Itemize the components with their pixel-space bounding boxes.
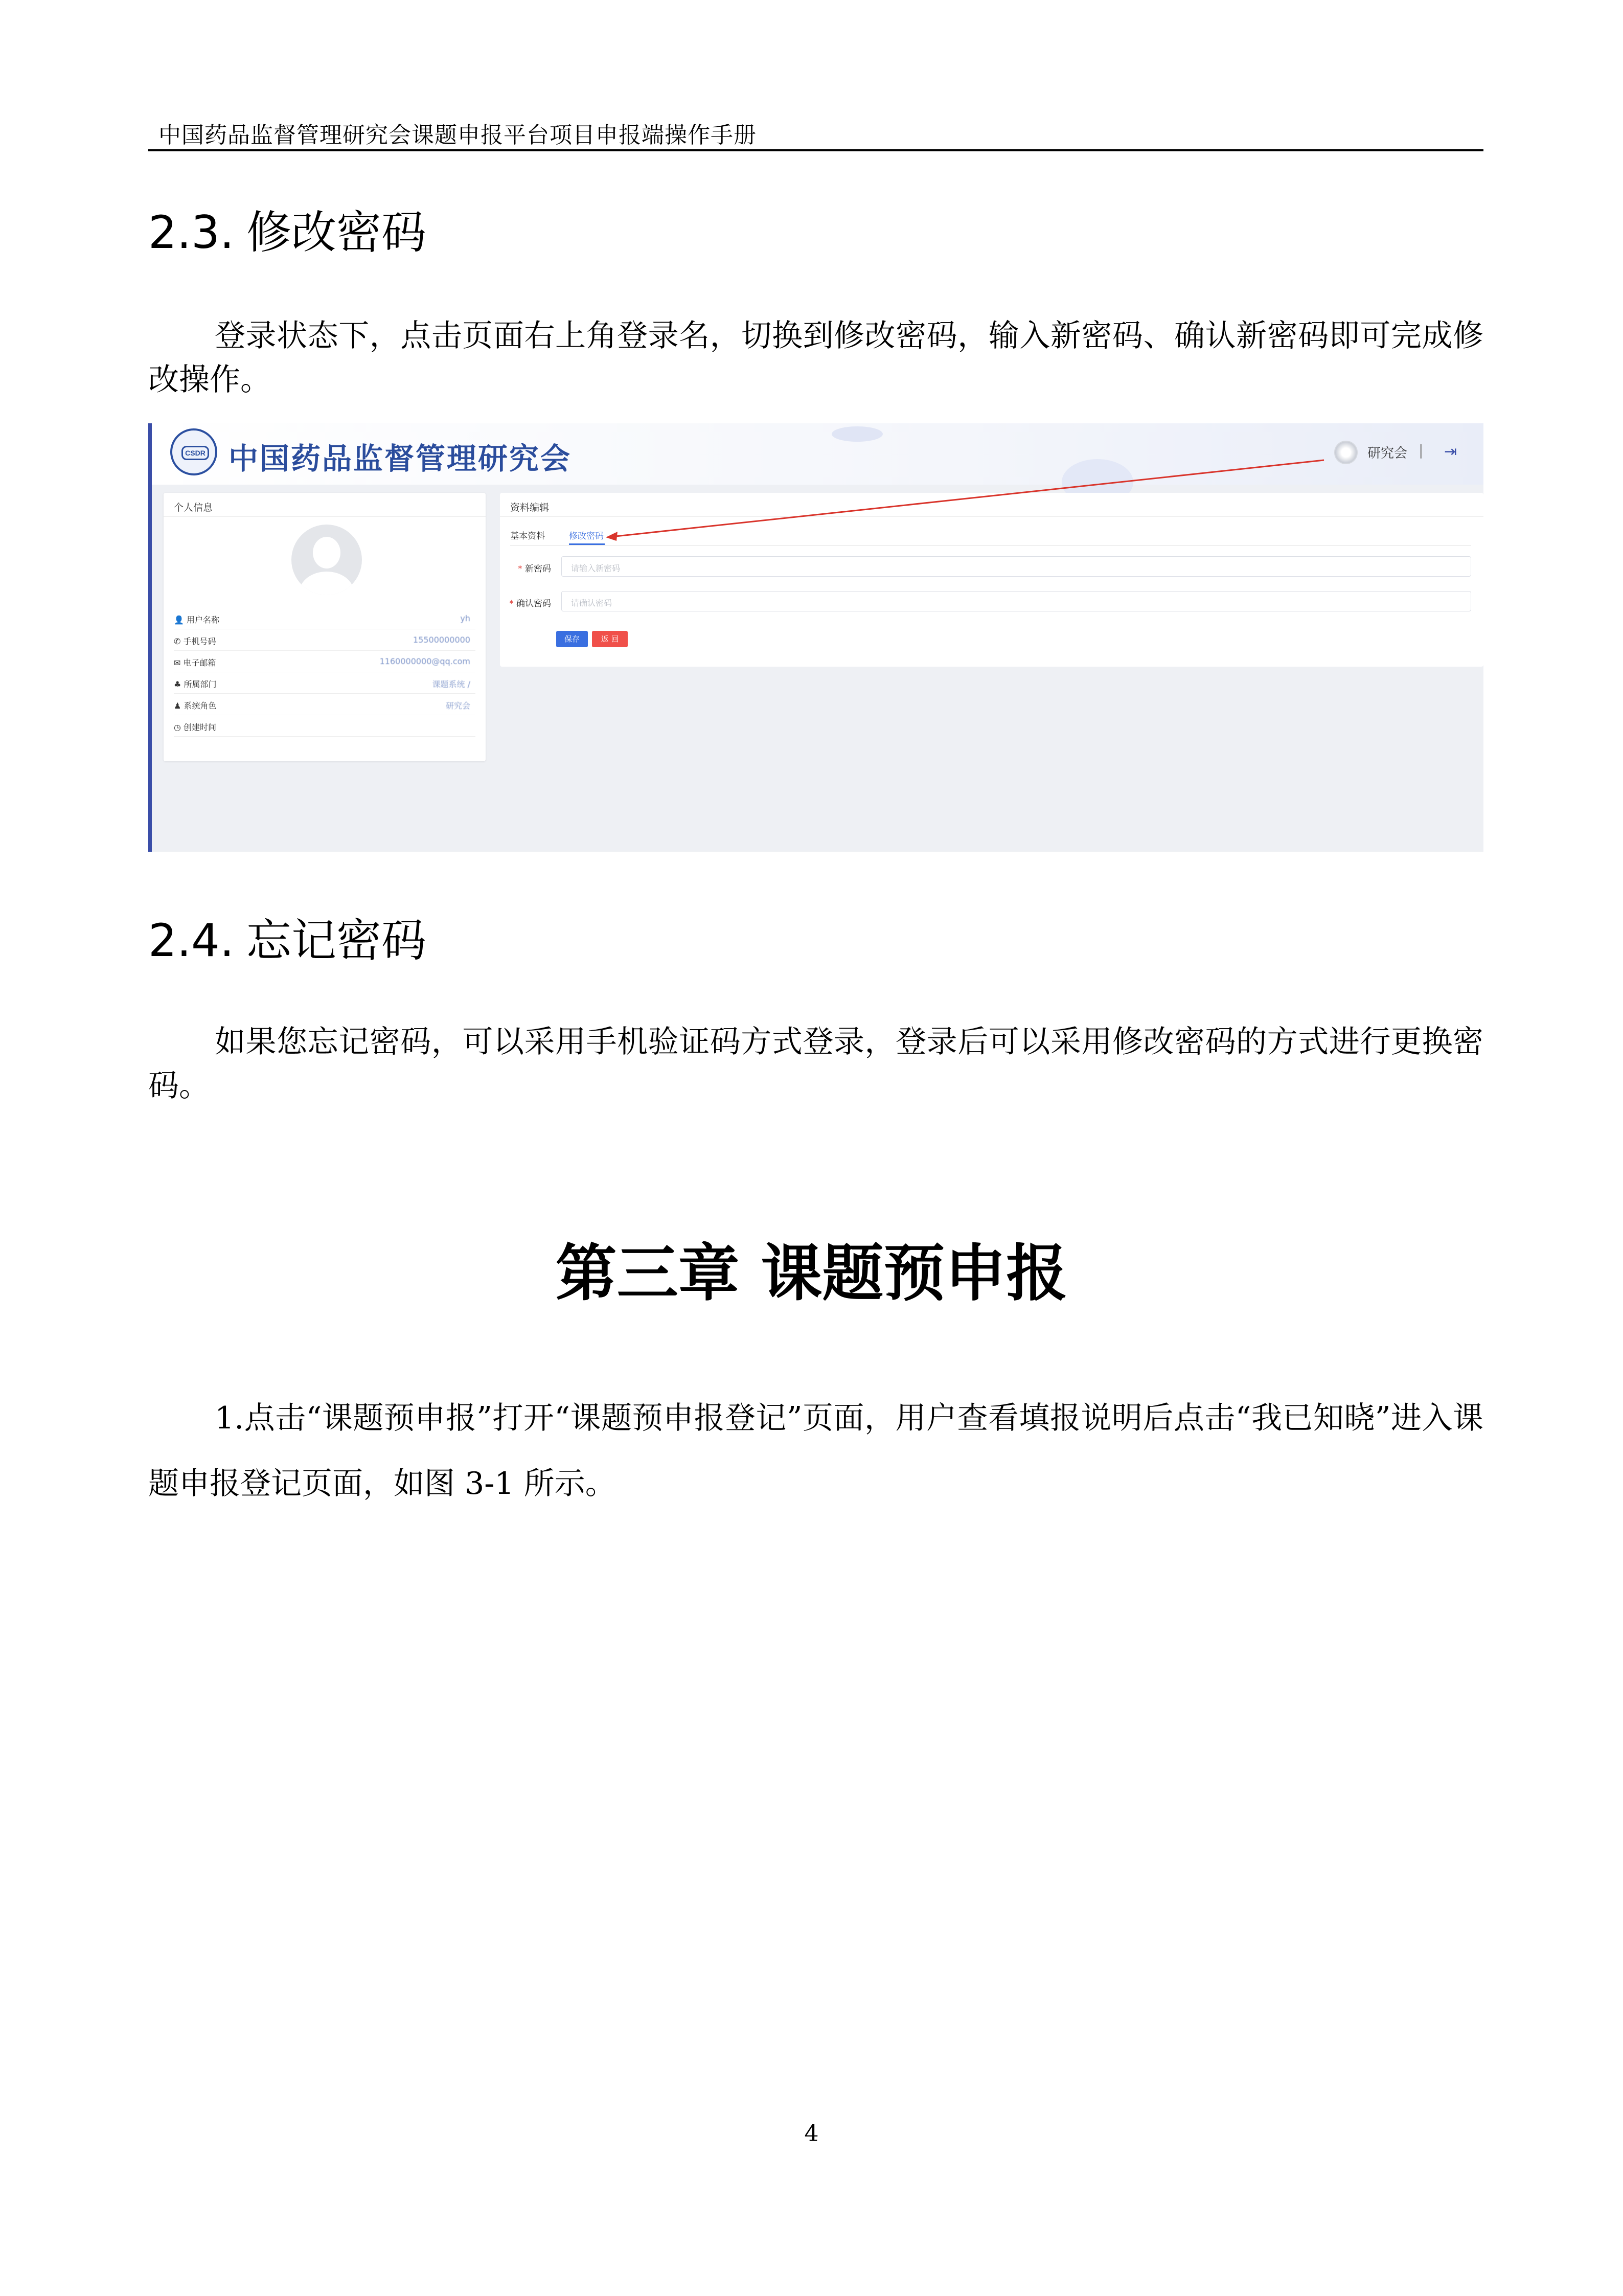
user-name-link[interactable]: 研究会 bbox=[1367, 446, 1408, 461]
user-icon: 👤 用户名称 bbox=[174, 615, 220, 625]
row-label: 电子邮箱 bbox=[183, 658, 216, 668]
row-value: 1160000000@qq.com bbox=[379, 656, 470, 666]
row-value: 15500000000 bbox=[413, 635, 470, 645]
logout-icon[interactable]: ⇥ bbox=[1444, 443, 1457, 461]
required-mark: * bbox=[509, 599, 514, 609]
mail-icon: ✉ 电子邮箱 bbox=[174, 658, 216, 668]
page-number: 4 bbox=[804, 2121, 819, 2147]
row-label: 创建时间 bbox=[184, 722, 217, 732]
tab-basic-info[interactable]: 基本资料 bbox=[510, 531, 545, 541]
phone-icon: ✆ 手机号码 bbox=[174, 636, 216, 646]
row-value: 研究会 bbox=[445, 701, 470, 711]
row-label: 所属部门 bbox=[184, 679, 217, 689]
row-value: yh bbox=[460, 613, 470, 623]
section-title: 忘记密码 bbox=[246, 914, 427, 967]
input-placeholder: 请确认密码 bbox=[571, 598, 612, 608]
row-label: 系统角色 bbox=[184, 701, 217, 711]
required-mark: * bbox=[518, 564, 522, 574]
header-rule bbox=[148, 149, 1483, 151]
section-2-3-body: 登录状态下，点击页面右上角登录名，切换到修改密码，输入新密码、确认新密码即可完成修改操作。 bbox=[148, 318, 1483, 398]
tab-change-password[interactable]: 修改密码 bbox=[569, 531, 604, 541]
clock-icon: ◷ 创建时间 bbox=[174, 722, 217, 732]
row-label: 手机号码 bbox=[183, 636, 216, 646]
chapter-3-body: 1.点击“课题预申报”打开“课题预申报登记”页面，用户查看填报说明后点击“我已知晓”进入课题申报登记页面，如图 3-1 所示。 bbox=[148, 1400, 1483, 1502]
card-title: 个人信息 bbox=[174, 502, 213, 513]
back-button[interactable]: 返 回 bbox=[592, 631, 628, 647]
screenshot-figure bbox=[148, 423, 1483, 852]
running-header: 中国药品监督管理研究会课题申报平台项目申报端操作手册 bbox=[158, 122, 757, 148]
role-icon: ♟ 系统角色 bbox=[174, 701, 217, 711]
section-number: 2.4. bbox=[148, 914, 234, 967]
section-number: 2.3. bbox=[148, 206, 234, 259]
org-icon: ♣ 所属部门 bbox=[174, 679, 217, 689]
brand-name: 中国药品监督管理研究会 bbox=[228, 441, 572, 476]
section-heading-2-3 bbox=[148, 197, 426, 261]
save-button[interactable]: 保存 bbox=[556, 631, 588, 647]
input-placeholder: 请输入新密码 bbox=[571, 563, 621, 573]
row-label: 用户名称 bbox=[187, 615, 220, 625]
section-heading-2-4 bbox=[148, 905, 426, 969]
annotation-arrow bbox=[148, 423, 1483, 852]
section-2-4-body: 如果您忘记密码，可以采用手机验证码方式登录，登录后可以采用修改密码的方式进行更换密码。 bbox=[148, 1024, 1483, 1104]
row-value: 课题系统 / bbox=[432, 679, 470, 689]
user-separator: | bbox=[1419, 442, 1424, 459]
field-label: 新密码 bbox=[525, 564, 551, 574]
card-title: 资料编辑 bbox=[510, 502, 550, 513]
section-title: 修改密码 bbox=[246, 206, 427, 259]
field-label: 确认密码 bbox=[516, 599, 551, 609]
chapter-title: 第三章 课题预申报 bbox=[555, 1238, 1068, 1309]
logo-text: CSDR bbox=[181, 446, 209, 460]
